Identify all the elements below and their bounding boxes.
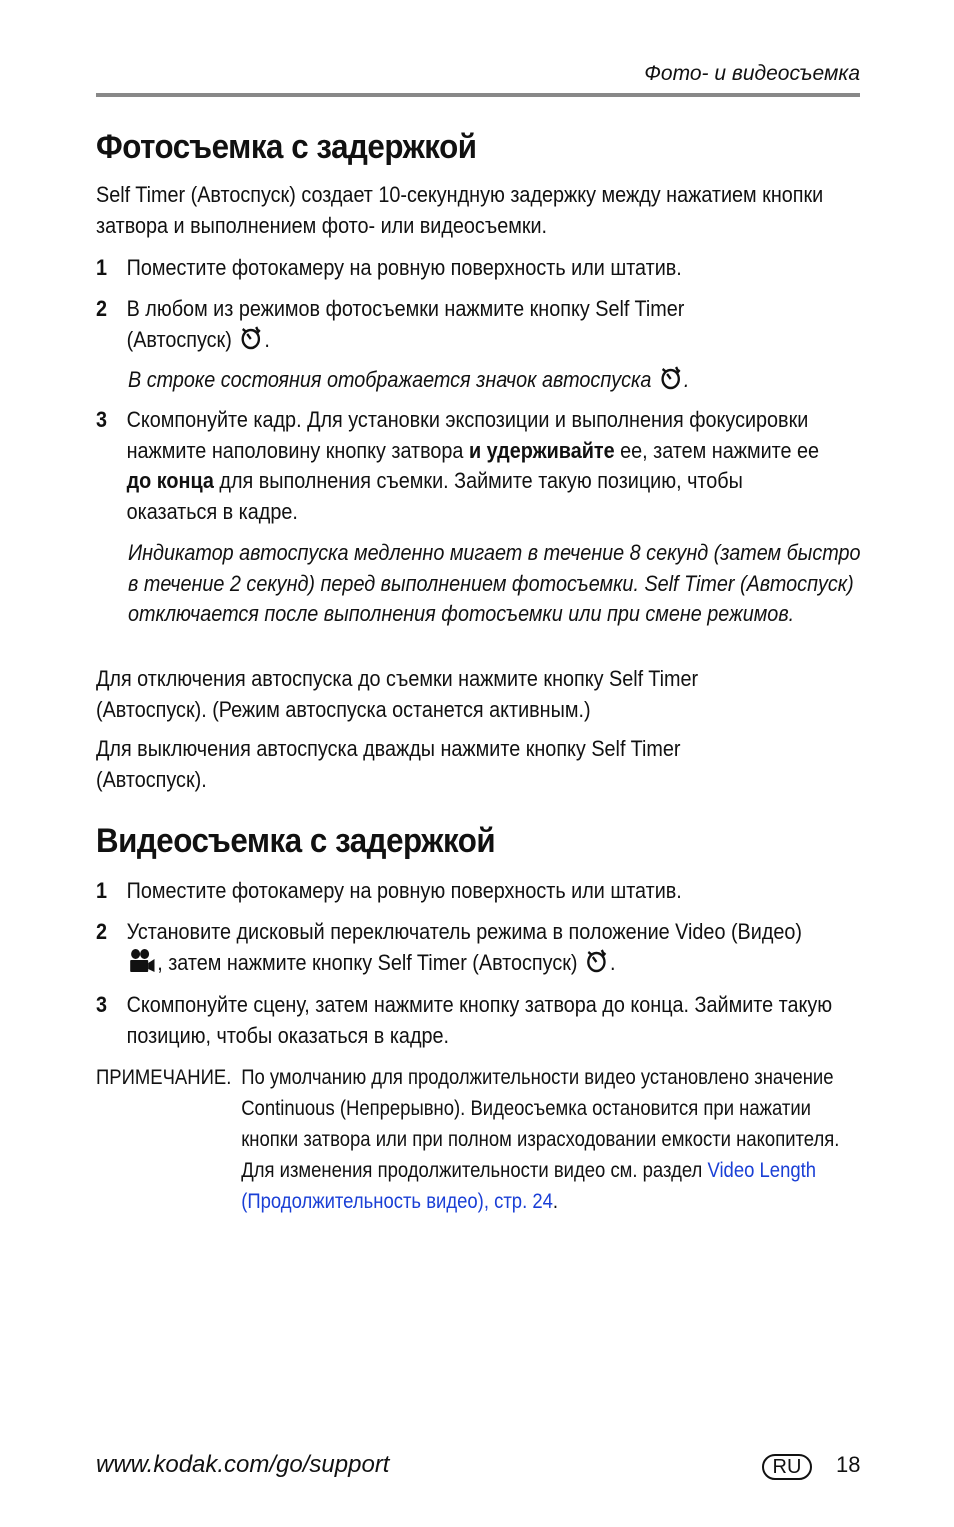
support-url[interactable]: www.kodak.com/go/support: [96, 1451, 390, 1478]
video-length-link[interactable]: Video Length (Продолжительность видео), стр. 24: [241, 1159, 817, 1213]
step-number: 1: [96, 878, 108, 903]
step-number: 1: [96, 255, 108, 280]
step-number: 2: [96, 919, 108, 944]
step-text: Поместите фотокамеру на ровную поверхность или штатив.: [126, 255, 682, 280]
running-header: Фото- и видеосъемка: [644, 62, 860, 85]
photo-step-3-note: Индикатор автоспуска медленно мигает в течение 8 секунд (затем быстро в течение 2 секунд) перед выполнением фотосъемки. Self Timer (Автоспуск) отключается после выполнения фотосъемки или при смене режимов.: [128, 540, 861, 626]
intro-paragraph: Self Timer (Автоспуск) создает 10-секундную задержку между нажатием кнопки затвора и выполнением фото- или видеосъемки.: [96, 182, 824, 238]
page-number: 18: [836, 1452, 861, 1477]
step-text: Поместите фотокамеру на ровную поверхность или штатив.: [126, 878, 682, 903]
photo-step-1: [96, 253, 860, 284]
step-number: 3: [96, 992, 108, 1017]
photo-step-3: 3 Скомпонуйте кадр. Для установки экспозиции и выполнения фокусировки нажмите наполовину кнопку затвора и удерживайте ее, затем нажмите ее до конца для выполнения съемки. Займите такую позицию, чтобы оказаться в кадре.: [96, 407, 820, 524]
disable-timer-paragraph: Для выключения автоспуска дважды нажмите кнопку Self Timer (Автоспуск).: [96, 736, 681, 792]
emphasis-full: до конца: [126, 468, 214, 493]
photo-step-2: 2 В любом из режимов фотосъемки нажмите кнопку Self Timer (Автоспуск) .: [96, 296, 685, 352]
step-text: В любом из режимов фотосъемки нажмите кнопку Self Timer: [126, 296, 685, 321]
note-label: ПРИМЕЧАНИЕ.: [96, 1066, 232, 1089]
step-text-cont: (Автоспуск): [126, 326, 232, 352]
video-step-3: [96, 990, 843, 1051]
header-rule: [96, 93, 860, 97]
video-step-2: 2 Установите дисковый переключатель режима в положение Video (Видео) , затем нажмите кнопку Self Timer (Автоспуск) .: [96, 919, 802, 975]
cancel-timer-paragraph: Для отключения автоспуска до съемки нажмите кнопку Self Timer (Автоспуск). (Режим автоспуска останется активным.): [96, 666, 699, 722]
step-number: 3: [96, 407, 108, 432]
self-timer-icon: [239, 325, 262, 351]
section-title-video-timer: Видеосъемка с задержкой: [96, 822, 496, 860]
video-note: ПРИМЕЧАНИЕ. По умолчанию для продолжительности видео установлено значение Continuous (Непрерывно). Видеосъемка остановится при нажатии кнопки затвора или при полном израсходовании емкости накопителя. Для изменения продолжительности видео см. раздел Video Length (Продолжительность видео), стр. 24.: [96, 1062, 844, 1217]
video-camera-icon: [128, 948, 155, 974]
step-number: 2: [96, 296, 108, 321]
language-badge: RU: [762, 1454, 812, 1480]
emphasis-hold: и удерживайте: [468, 437, 615, 463]
note-text: По умолчанию для продолжительности видео установлено значение Continuous (Непрерывно). Видеосъемка остановится при нажатии кнопки затвора или при полном израсходовании емкости накопителя. Для изменения продолжительности видео см. раздел: [241, 1066, 840, 1182]
self-timer-icon: [659, 365, 682, 391]
photo-step-2-note: В строке состояния отображается значок автоспуска .: [128, 367, 690, 392]
video-step-1: [96, 876, 860, 907]
self-timer-icon: [585, 948, 608, 974]
section-title-photo-timer: Фотосъемка с задержкой: [96, 128, 477, 166]
step-text: Скомпонуйте сцену, затем нажмите кнопку затвора до конца. Займите такую позицию, чтобы оказаться в кадре.: [126, 992, 833, 1048]
